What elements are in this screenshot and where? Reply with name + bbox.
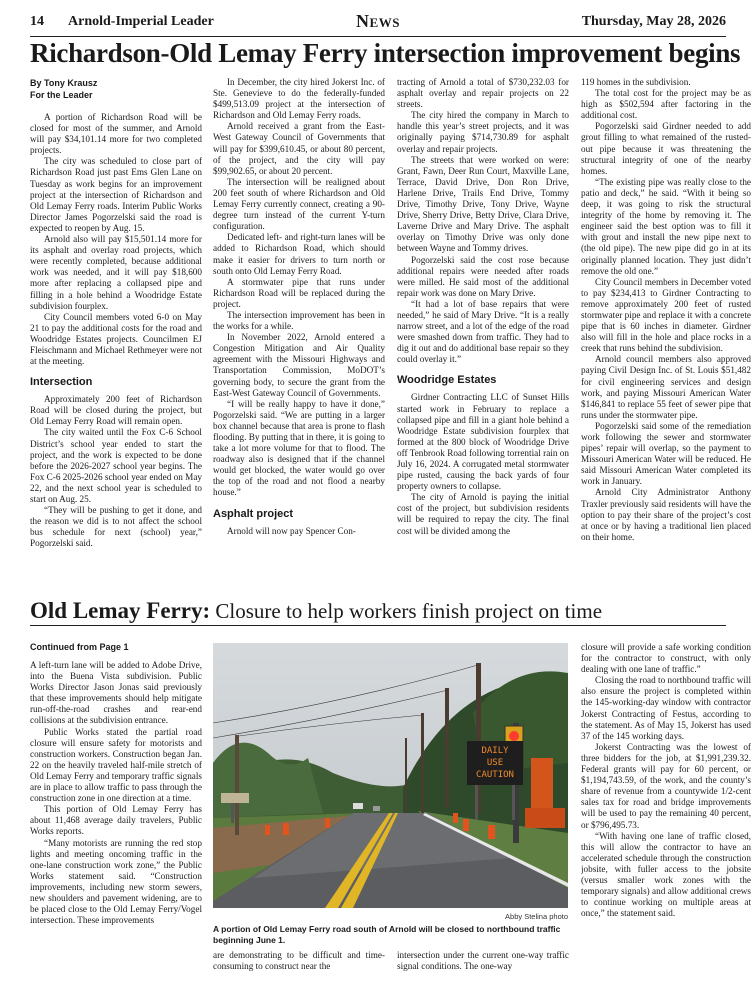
article2-column-1 xyxy=(30,642,202,978)
paragraph: A stormwater pipe that runs under Richardson Road will be replaced during the project. xyxy=(213,276,385,309)
paragraph: Arnold City Administrator Anthony Traxler previously said residents will have the option to pay their share of the project’s cost at once or by having a traditional lien placed on their home. xyxy=(581,487,751,542)
section-name: News xyxy=(356,11,400,31)
paragraph: The intersection improvement has been in the works for a while. xyxy=(213,309,385,332)
paragraph: closure will provide a safe working condition for the contractor to construct, with only dealing with one lane of traffic.” xyxy=(581,642,751,675)
paragraph: “It had a lot of base repairs that were needed,” he said of Mary Drive. “It is a really narrow street, and a lot of the edge of the road were smashed down from traffic. They had to dig it out and do additional base repair so they could overlay it.” xyxy=(397,298,569,365)
paragraph: The city of Arnold is paying the initial cost of the project, but subdivision residents will be required to repay the city. The final cost will be divided among the xyxy=(397,492,569,536)
paragraph: Dedicated left- and right-turn lanes will be added to Richardson Road, which should make it easier for drivers to turn north or south onto Old Lemay Ferry Road. xyxy=(213,232,385,276)
continued-from-label: Continued from Page 1 xyxy=(30,642,129,652)
paragraph: Pogorzelski said Girdner needed to add grout filling to what remained of the rusted-out pipe because it was threatening the structural integrity of one of the nearby homes. xyxy=(581,121,751,176)
byline-author: By Tony Krausz xyxy=(30,78,98,88)
paragraph: The streets that were worked on were: Grant, Fawn, Deer Run Court, Maxville Lane, Terrace, David Drive, Don Ron Drive, Harlene Drive, Trails End Drive, Tommy Drive, Timothy Drive, Tony Drive, Wayne Drive, Sherry Drive, Betty Drive, Clara Drive, Laverne Drive and Mary Drive. The asphalt overlay on Timothy Drive was only done between Wayne and Tommy drives. xyxy=(397,154,569,254)
article2-column-2 xyxy=(213,950,385,980)
article1-headline: Richardson-Old Lemay Ferry intersection improvement begins xyxy=(30,38,741,68)
subhead-intersection: Intersection xyxy=(30,376,93,389)
byline-org: For the Leader xyxy=(30,90,93,100)
paragraph: Public Works stated the partial road closure will ensure safety for motorists and construction workers. Construction began Jan. 22 on the heavily traveled half-mile stretch of Old Lemay Ferry and temporary traffic signals are in place to allow traffic to pass through the construction zone in one direction at a time. xyxy=(30,726,202,804)
road-closure-photo xyxy=(213,643,568,908)
paragraph: A portion of Richardson Road will be closed for most of the summer, and Arnold will pay $34,101.14 more for two completed projects. xyxy=(30,112,202,156)
paragraph: Arnold also will pay $15,501.14 more for its asphalt and overlay road projects, which were recently completed, because additional work was needed, and it will pay $18,600 more after replacing a collapsed pipe and filling in a hole behind a Woodridge Estate subdivision fourplex. xyxy=(30,234,202,311)
article2-headline-rest: Closure to help workers finish project on time xyxy=(210,599,603,623)
paragraph: Jokerst Contracting was the lowest of three bidders for the job, at $1,991,239.32. Federal grants will pay for 60 percent, or $1,194,743.59, of the work, and the county’s share of revenue from a countywide 1/2-cent sales tax for road and bridge improvements will be used to pay the remaining 40 percent, or $796,495.73. xyxy=(581,741,751,830)
article2-column-4 xyxy=(581,642,751,978)
photo-caption: A portion of Old Lemay Ferry road south of Arnold will be closed to northbound traffic beginning June 1. xyxy=(213,924,561,945)
paragraph: “I will be really happy to have it done,” Pogorzelski said. “We are putting in a larger box channel because that area is prone to flash flooding. By putting that in there, it is going to take a lot more volume for that to flood. The roadway also is designed that if the channel would get blocked, the water would go over the top of the road and not flood a nearby house.” xyxy=(213,398,385,498)
paragraph: In December, the city hired Jokerst Inc. of Ste. Genevieve to do the federally-funded $499,513.09 project at the intersection of Richardson and Old Lemay Ferry roads. xyxy=(213,77,385,121)
paragraph: Closing the road to northbound traffic will also ensure the project is completed within the 145-working-day window with contractor Jokerst Contracting of Festus, according to the statement. As of May 15, Jokerst has used 37 of the 145 working days. xyxy=(581,675,751,741)
subhead-woodridge: Woodridge Estates xyxy=(397,374,497,387)
section-rule xyxy=(30,625,726,626)
article1-column-3 xyxy=(397,77,569,592)
paragraph: Pogorzelski said the cost rose because additional repairs were needed after roads were milled. He said most of the additional repair work was done on Mary Drive. xyxy=(397,254,569,298)
article1-column-2 xyxy=(213,77,385,592)
article2-column-3 xyxy=(397,950,569,980)
paragraph: “Many motorists are running the red stop lights and meeting oncoming traffic in the one-lane construction work zone,” the Public Works statement said. “Construction improvements, including new storm sewers, new shoulders and pavement widening, are to be placed close to the Old Lemay Ferry/Vogel intersection. These improvements xyxy=(30,837,202,926)
paragraph: “They will be pushing to get it done, and the reason we did is to not affect the school bus schedule for next (school) year,” Pogorzelski said. xyxy=(30,505,202,549)
paragraph: City Council members voted 6-0 on May 21 to pay the additional costs for the road and Woodridge Estates projects. Councilmen EJ Fleischmann and Michael Rethmeyer were not at the meeting. xyxy=(30,311,202,367)
article2-headline xyxy=(30,598,750,624)
paragraph: The intersection will be realigned about 200 feet south of where Richardson and Old Lemay Ferry currently connect, creating a 90-degree turn instead of the current Y-turn configuration. xyxy=(213,176,385,232)
paragraph: 119 homes in the subdivision. xyxy=(581,77,691,87)
article1-column-4 xyxy=(581,77,751,592)
article2-headline-bold: Old Lemay Ferry: xyxy=(30,598,211,623)
page-number: 14 xyxy=(30,14,44,29)
paragraph: are demonstrating to be difficult and time-consuming to construct near the xyxy=(213,950,385,972)
sign-line-2: USE xyxy=(486,758,504,768)
paragraph: In November 2022, Arnold entered a Congestion Mitigation and Air Quality agreement with the Missouri Highways and Transportation Commission, MoDOT’s governing body, to secure the grant from the East-West Gateway Council of Governments. xyxy=(213,332,385,398)
paragraph: Pogorzelski said some of the remediation work following the sewer and stormwater pipes’ repair will overlap, so the payment to Missouri American Water will be reduced. He said Missouri American Water completed its work in January. xyxy=(581,420,751,487)
paragraph: Arnold council members also approved paying Civil Design Inc. of St. Louis $51,482 for civil engineering services and design work, and paying Missouri American Water $146,841 to replace 55 feet of sewer pipe that runs under the stormwater pipe. xyxy=(581,354,751,420)
paragraph: A left-turn lane will be added to Adobe Drive, into the Buena Vista subdivision. Public Works Director Jason Jonas said previously that these improvements should help mitigate run-off-the-road crashes and rear-end collisions at the subdivision entrance. xyxy=(30,660,202,726)
issue-date: Thursday, May 28, 2026 xyxy=(581,14,726,29)
paragraph: City Council members in December voted to pay $234,413 to Girdner Contracting to remove approximately 200 feet of rusted stormwater pipe and replace it with a concrete pipe that is 60 inches in diameter. Girdner also will fill in the hole and place rocks in a creek that runs behind the subdivision. xyxy=(581,276,751,354)
paragraph: Arnold will now pay Spencer Con- xyxy=(227,525,356,536)
publication-name: Arnold-Imperial Leader xyxy=(68,14,214,29)
paragraph: Approximately 200 feet of Richardson Road will be closed during the project, but Old Lemay Ferry Road will remain open. xyxy=(30,394,202,427)
paragraph: The city was scheduled to close part of Richardson Road just past Ems Glen Lane on Tuesday as work begins for an improvement project at the intersection of Richardson and Old Lemay Ferry roads. Interim Public Works Director James Pogorzelski said the road is expected to reopen by Aug. 15. xyxy=(30,156,202,233)
paragraph: “The existing pipe was really close to the patio and deck,” he said. “With it being so deep, it was going to risk the structural integrity of the home by removing it. The engineer said the best option was to fill it with grout and install the new pipe next to (the old pipe). The new pipe did go in at its originally planned location. They just didn’t remove the old one.” xyxy=(581,176,751,276)
sign-line-3: CAUTION xyxy=(476,770,514,780)
subhead-asphalt: Asphalt project xyxy=(213,507,294,520)
paragraph: The city hired the company in March to handle this year’s street projects, and it was originally paying $714,730.89 for asphalt overlay and repair projects. xyxy=(397,110,569,154)
article1-column-1 xyxy=(30,77,202,592)
paragraph: This portion of Old Lemay Ferry has about 11,468 average daily travelers, Public Works reports. xyxy=(30,804,202,837)
photo-illustration xyxy=(213,643,568,908)
paragraph: intersection under the current one-way traffic signal conditions. The one-way xyxy=(397,950,569,972)
paragraph: Arnold received a grant from the East-West Gateway Council of Governments that will pay for $399,610.45, or about 80 percent, of the project, and the city will pay $99,902.65, or about 20 percent. xyxy=(213,121,385,176)
paragraph: “With having one lane of traffic closed, this will allow the contractor to have an accelerated schedule through the construction jobsite, with fuller access to the jobsite (versus smaller work zones with the temporary signals) and allow additional crews to continue working on multiple areas at once,” the statement said. xyxy=(581,830,751,919)
masthead xyxy=(30,12,726,37)
paragraph: Girdner Contracting LLC of Sunset Hills started work in February to replace a collapsed pipe and fill in a giant hole behind a Woodridge Estate subdivision fourplex that formed at the 800 block of Woodridge Drive off Tenbrook Road following torrential rain on July 16, 2024. A corrugated metal stormwater pipe rusted, causing the back yards of four property owners to collapse. xyxy=(397,392,569,492)
sign-line-1: DAILY xyxy=(481,746,509,756)
paragraph: tracting of Arnold a total of $730,232.03 for asphalt overlay and repair projects on 22 streets. xyxy=(397,77,569,110)
paragraph: The city waited until the Fox C-6 School District’s school year ended to start the project, and the work is expected to be done before the 2026-2027 school year begins. The Fox C-6 2025-2026 school year ended on May 22, and the next school year is scheduled to start on Aug. 25. xyxy=(30,427,202,504)
photo-credit: Abby Stelina photo xyxy=(505,912,568,921)
paragraph: The total cost for the project may be as high as $502,594 after factoring in the additional cost. xyxy=(581,88,751,121)
